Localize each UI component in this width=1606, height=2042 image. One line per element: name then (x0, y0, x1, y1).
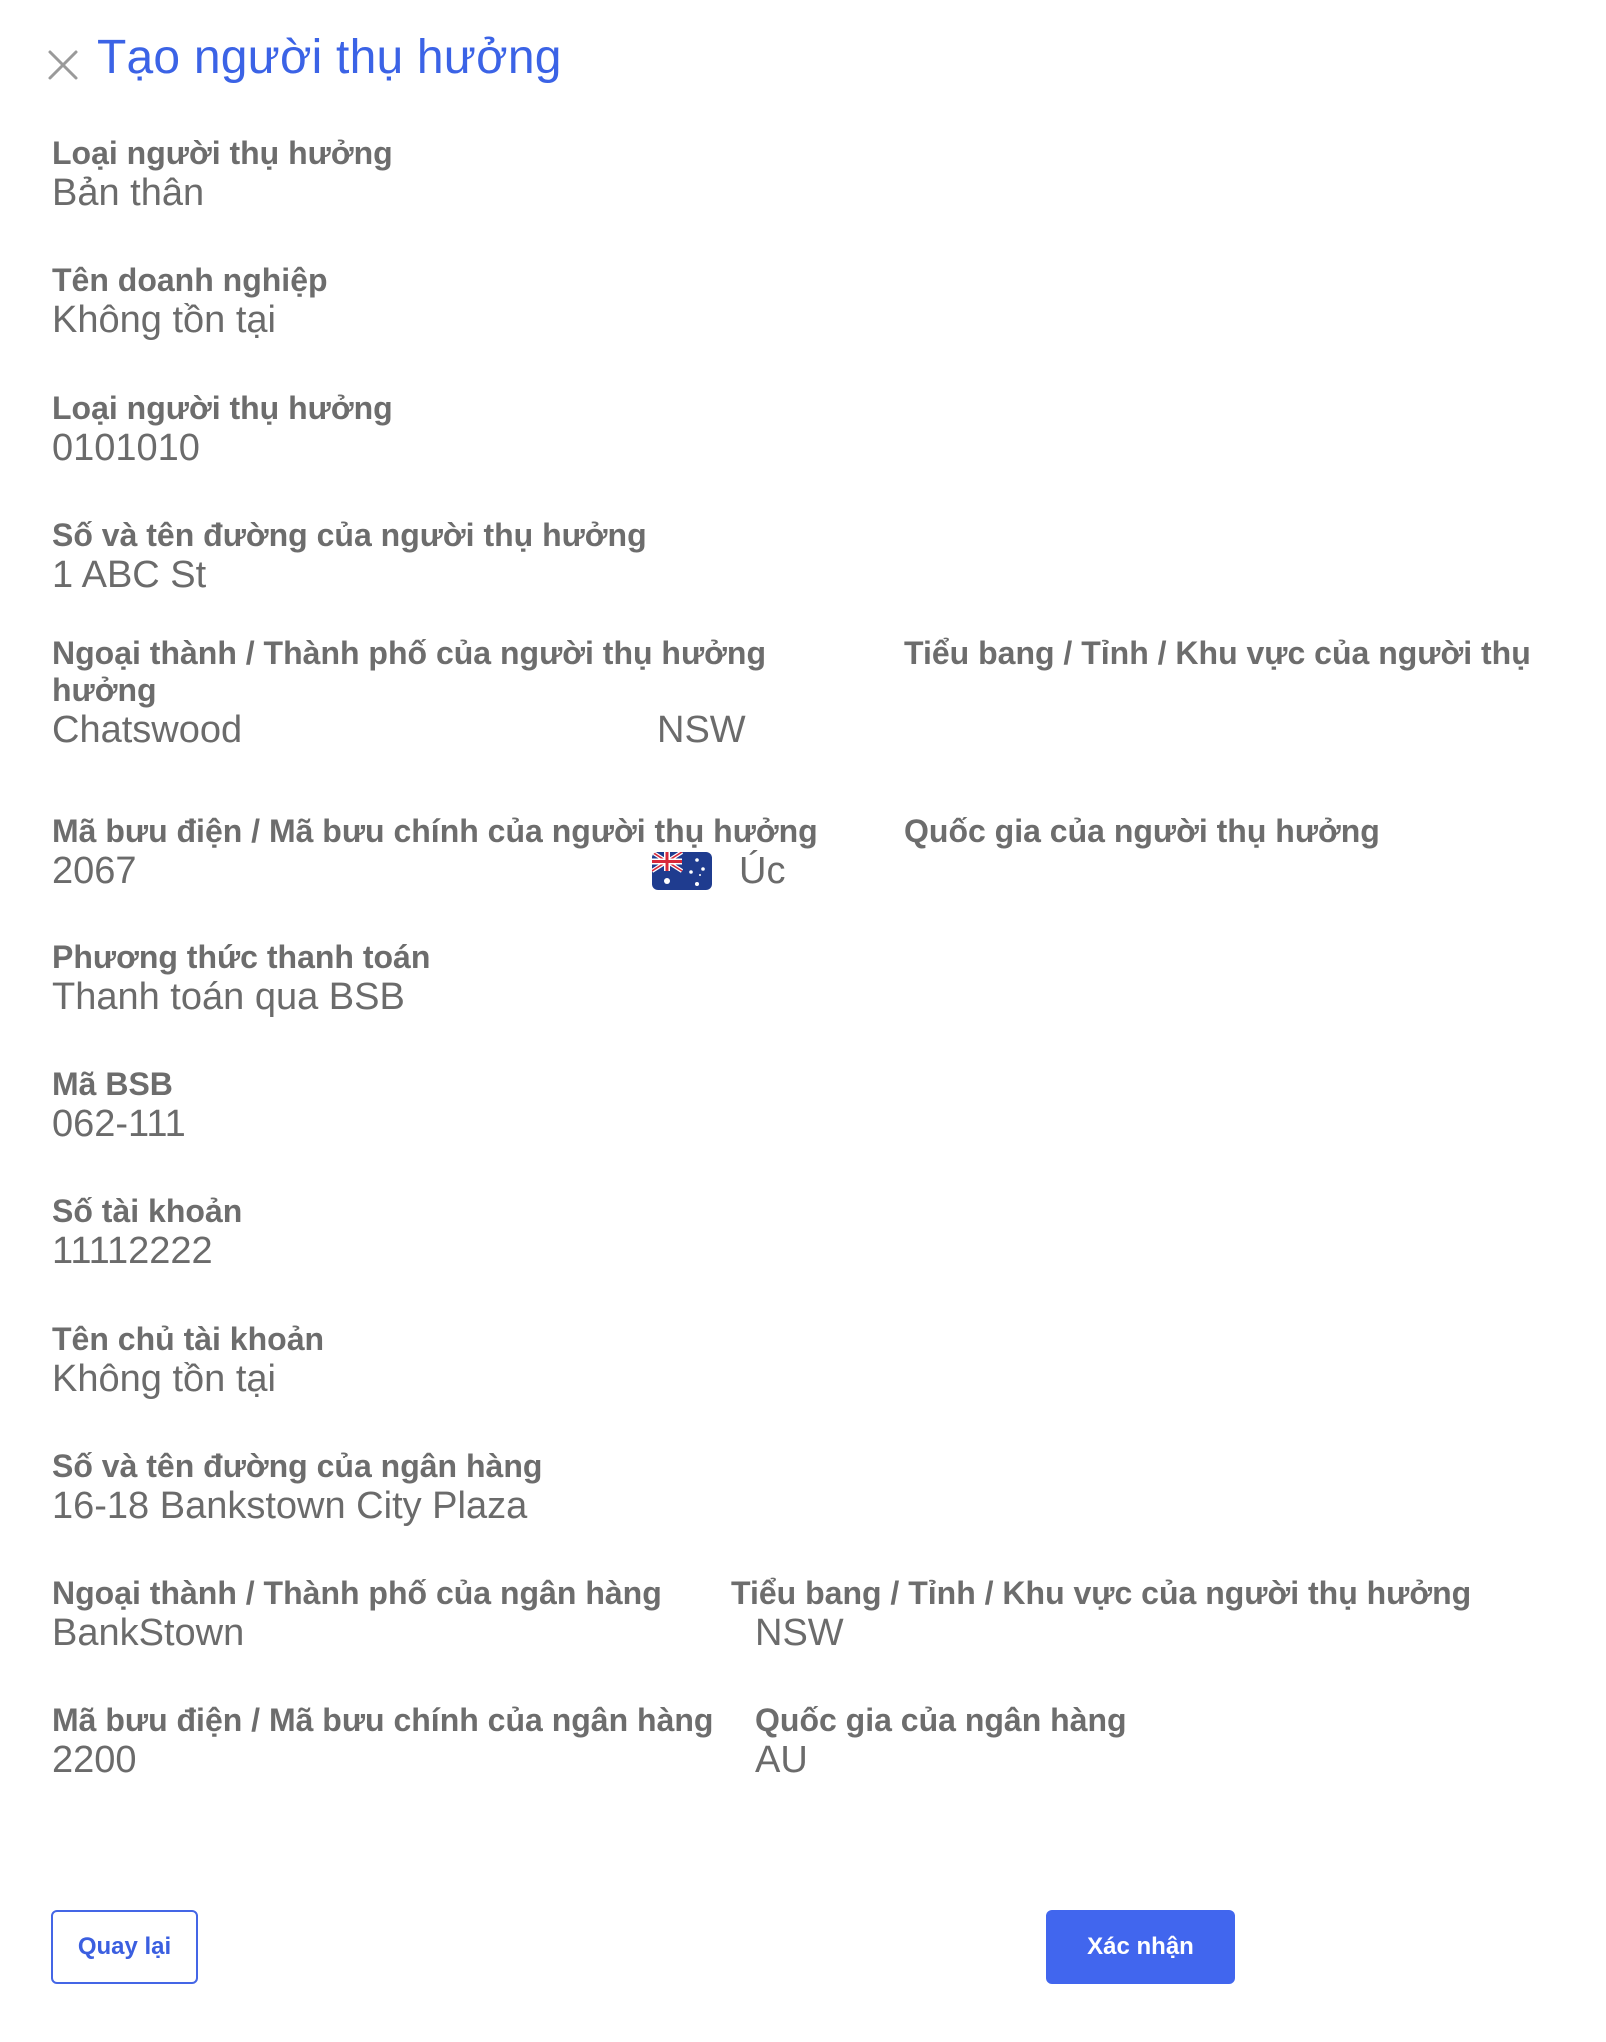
bank-street-value: 16-18 Bankstown City Plaza (52, 1485, 528, 1527)
bank-country-label: Quốc gia của ngân hàng (755, 1702, 1127, 1738)
beneficiary-type-2-value: 0101010 (52, 427, 200, 469)
business-name-value: Không tồn tại (52, 299, 276, 341)
state-label: Tiểu bang / Tỉnh / Khu vực của người thụ (904, 635, 1531, 671)
bank-state-value: NSW (755, 1612, 844, 1654)
suburb-label: Ngoại thành / Thành phố của người thụ hưởng (52, 635, 766, 671)
street-value: 1 ABC St (52, 554, 207, 596)
business-name-label: Tên doanh nghiệp (52, 262, 328, 298)
beneficiary-type-label: Loại người thụ hưởng (52, 135, 393, 171)
payment-method-value: Thanh toán qua BSB (52, 976, 405, 1018)
bsb-label: Mã BSB (52, 1066, 173, 1102)
country-value: Úc (739, 850, 786, 892)
payment-method-label: Phương thức thanh toán (52, 939, 431, 975)
state-value: NSW (657, 709, 746, 751)
page-title: Tạo người thụ hưởng (97, 31, 562, 84)
australia-flag-icon (652, 852, 712, 890)
beneficiary-type-value: Bản thân (52, 172, 205, 214)
back-button[interactable]: Quay lại (51, 1910, 198, 1984)
account-holder-value: Không tồn tại (52, 1358, 276, 1400)
bank-suburb-label: Ngoại thành / Thành phố của ngân hàng (52, 1575, 662, 1611)
bank-postcode-value: 2200 (52, 1739, 137, 1781)
bank-street-label: Số và tên đường của ngân hàng (52, 1448, 543, 1484)
beneficiary-type-2-label: Loại người thụ hưởng (52, 390, 393, 426)
account-number-label: Số tài khoản (52, 1193, 243, 1229)
account-number-value: 11112222 (52, 1230, 213, 1272)
bank-country-value: AU (755, 1739, 808, 1781)
bsb-value: 062-111 (52, 1103, 186, 1145)
postcode-label: Mã bưu điện / Mã bưu chính của người thụ hưởng (52, 813, 818, 849)
confirm-button[interactable]: Xác nhận (1046, 1910, 1235, 1984)
bank-postcode-label: Mã bưu điện / Mã bưu chính của ngân hàng (52, 1702, 714, 1738)
bank-state-label: Tiểu bang / Tỉnh / Khu vực của người thụ hưởng (731, 1575, 1472, 1611)
postcode-value: 2067 (52, 850, 137, 892)
bank-suburb-value: BankStown (52, 1612, 245, 1654)
country-label: Quốc gia của người thụ hưởng (904, 813, 1380, 849)
close-button[interactable] (44, 46, 82, 84)
close-icon[interactable] (44, 46, 82, 84)
suburb-label-wrap: hưởng (52, 672, 157, 708)
account-holder-label: Tên chủ tài khoản (52, 1321, 325, 1357)
street-label: Số và tên đường của người thụ hưởng (52, 517, 647, 553)
suburb-value: Chatswood (52, 709, 243, 751)
